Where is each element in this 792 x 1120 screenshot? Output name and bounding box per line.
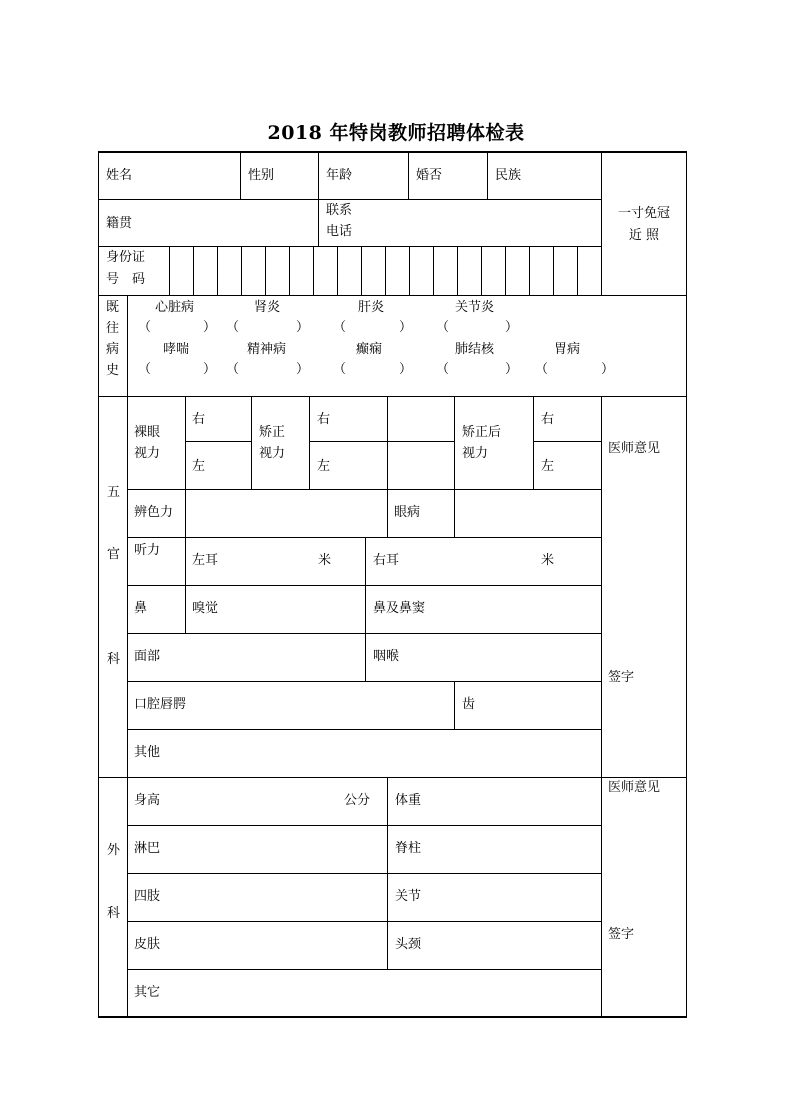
paren-close: ） <box>601 362 615 377</box>
id-box-line <box>385 246 386 295</box>
disease-liver: 肝炎 <box>358 300 385 315</box>
ent-doctor-opinion: 医师意见 <box>608 441 661 456</box>
id-box-line <box>481 246 482 295</box>
disease-epilepsy: 癫痫 <box>356 342 383 357</box>
disease-tuberculosis: 肺结核 <box>455 342 495 357</box>
gender-label: 性别 <box>248 168 275 183</box>
disease-arthritis: 关节炎 <box>455 300 495 315</box>
id-label-line1: 身份证 <box>106 250 146 265</box>
row-line <box>98 199 601 200</box>
paren-open: （ <box>138 362 152 377</box>
corrected-right-label: 右 <box>317 412 331 427</box>
disease-stomach: 胃病 <box>554 342 581 357</box>
id-box-line <box>529 246 530 295</box>
id-box-line <box>169 246 170 295</box>
lymph-label: 淋巴 <box>134 841 161 856</box>
row-line <box>98 246 601 247</box>
form-left-border <box>98 151 99 1018</box>
form-top-border <box>98 151 687 153</box>
paren-close: ） <box>505 320 519 335</box>
id-label-line2: 号 码 <box>106 272 146 287</box>
paren-open: （ <box>333 320 347 335</box>
height-unit: 公分 <box>344 793 371 808</box>
smell-label: 嗅觉 <box>192 601 219 616</box>
id-box-line <box>577 246 578 295</box>
paren-close: ） <box>399 362 413 377</box>
history-label-4: 史 <box>106 363 120 378</box>
id-box-line <box>193 246 194 295</box>
disease-heart: 心脏病 <box>155 300 195 315</box>
naked-vision-line1: 裸眼 <box>134 425 161 440</box>
corrected-vision-line1: 矫正 <box>259 425 286 440</box>
paren-close: ） <box>296 320 310 335</box>
naked-right-label: 右 <box>192 412 206 427</box>
col-line <box>185 489 186 537</box>
col-line <box>309 396 310 489</box>
left-ear-label: 左耳 <box>192 553 219 568</box>
after-correction-line1: 矫正后 <box>462 425 502 440</box>
row-line <box>127 633 601 634</box>
face-label: 面部 <box>134 649 161 664</box>
teeth-label: 齿 <box>462 697 476 712</box>
col-line <box>533 396 534 489</box>
hearing-label: 听力 <box>134 543 161 558</box>
paren-close: ） <box>203 320 217 335</box>
col-line <box>127 777 128 1017</box>
paren-close: ） <box>399 320 413 335</box>
disease-kidney: 肾炎 <box>254 300 281 315</box>
row-line <box>309 441 454 442</box>
ethnicity-label: 民族 <box>495 168 522 183</box>
ent-label-2: 官 <box>107 547 121 562</box>
contact-label-line1: 联系 <box>326 203 353 218</box>
eye-disease-label: 眼病 <box>394 505 421 520</box>
ent-signature: 签字 <box>608 670 635 685</box>
photo-label-line2: 近 照 <box>628 228 660 243</box>
form-right-border <box>686 151 687 1018</box>
after-right-label: 右 <box>541 412 555 427</box>
col-line <box>487 151 488 199</box>
after-left-label: 左 <box>541 459 555 474</box>
id-box-line <box>457 246 458 295</box>
nose-label: 鼻 <box>134 601 148 616</box>
paren-open: （ <box>226 320 240 335</box>
head-neck-label: 头颈 <box>395 937 422 952</box>
paren-open: （ <box>333 362 347 377</box>
col-line <box>454 396 455 489</box>
col-line <box>240 151 241 199</box>
col-line <box>454 681 455 729</box>
disease-mental: 精神病 <box>247 342 287 357</box>
paren-open: （ <box>138 320 152 335</box>
col-line <box>387 489 388 537</box>
col-line <box>318 199 319 246</box>
history-label-3: 病 <box>106 342 120 357</box>
skin-label: 皮肤 <box>134 937 161 952</box>
name-label: 姓名 <box>106 168 133 183</box>
paren-open: （ <box>535 362 549 377</box>
id-box-line <box>289 246 290 295</box>
id-box-line <box>241 246 242 295</box>
mouth-label: 口腔唇腭 <box>134 697 187 712</box>
id-box-line <box>433 246 434 295</box>
surgery-other-label: 其它 <box>134 985 161 1000</box>
ent-label-3: 科 <box>107 652 121 667</box>
paren-close: ） <box>296 362 310 377</box>
spine-label: 脊柱 <box>395 841 422 856</box>
ent-label-1: 五 <box>107 485 121 500</box>
sinus-label: 鼻及鼻窦 <box>373 601 426 616</box>
id-box-line <box>409 246 410 295</box>
col-line <box>601 396 602 1017</box>
paren-open: （ <box>436 320 450 335</box>
col-line <box>387 396 388 489</box>
paren-close: ） <box>203 362 217 377</box>
corrected-vision-line2: 视力 <box>259 446 286 461</box>
after-correction-line2: 视力 <box>462 446 489 461</box>
row-line <box>127 825 601 826</box>
color-vision-label: 辨色力 <box>134 505 174 520</box>
left-ear-meter: 米 <box>318 553 332 568</box>
age-label: 年龄 <box>326 168 353 183</box>
col-line <box>127 295 128 396</box>
surgery-label-2: 科 <box>107 906 121 921</box>
married-label: 婚否 <box>416 168 443 183</box>
col-line <box>318 151 319 199</box>
paren-open: （ <box>436 362 450 377</box>
col-line <box>127 396 128 777</box>
contact-label-line2: 电话 <box>326 224 353 239</box>
right-ear-label: 右耳 <box>373 553 400 568</box>
weight-label: 体重 <box>395 793 422 808</box>
paren-open: （ <box>226 362 240 377</box>
right-ear-meter: 米 <box>541 553 555 568</box>
row-line <box>127 585 601 586</box>
col-line <box>387 777 388 969</box>
row-line <box>127 969 601 970</box>
row-line <box>127 681 601 682</box>
paren-close: ） <box>505 362 519 377</box>
form-bottom-border <box>98 1016 687 1018</box>
photo-label-line1: 一寸免冠 <box>617 206 670 221</box>
row-line <box>127 537 601 538</box>
col-line <box>185 537 186 633</box>
page-title: 2018 年特岗教师招聘体检表 <box>267 122 525 144</box>
surgery-signature: 签字 <box>608 927 635 942</box>
ent-other-label: 其他 <box>134 745 161 760</box>
history-label-1: 既 <box>106 300 120 315</box>
native-label: 籍贯 <box>106 216 133 231</box>
col-line <box>408 151 409 199</box>
history-label-2: 往 <box>106 321 120 336</box>
row-line <box>98 396 687 397</box>
id-box-line <box>337 246 338 295</box>
row-line <box>98 777 687 778</box>
joints-label: 关节 <box>395 889 422 904</box>
row-line <box>127 873 601 874</box>
naked-left-label: 左 <box>192 459 206 474</box>
row-line <box>186 441 251 442</box>
col-line <box>454 489 455 537</box>
height-label: 身高 <box>134 793 161 808</box>
row-line <box>533 441 601 442</box>
id-box-line <box>553 246 554 295</box>
limbs-label: 四肢 <box>134 889 161 904</box>
id-box-line <box>265 246 266 295</box>
throat-label: 咽喉 <box>373 649 400 664</box>
row-line <box>98 295 687 296</box>
id-box-line <box>217 246 218 295</box>
id-box-line <box>505 246 506 295</box>
id-box-line <box>361 246 362 295</box>
naked-vision-line2: 视力 <box>134 446 161 461</box>
row-line <box>127 729 601 730</box>
row-line <box>127 921 601 922</box>
id-box-line <box>313 246 314 295</box>
col-line <box>185 396 186 489</box>
row-line <box>127 489 601 490</box>
corrected-left-label: 左 <box>317 459 331 474</box>
col-line <box>251 396 252 489</box>
surgery-doctor-opinion: 医师意见 <box>608 780 661 795</box>
disease-asthma: 哮喘 <box>163 342 190 357</box>
col-line <box>365 537 366 681</box>
surgery-label-1: 外 <box>107 843 121 858</box>
